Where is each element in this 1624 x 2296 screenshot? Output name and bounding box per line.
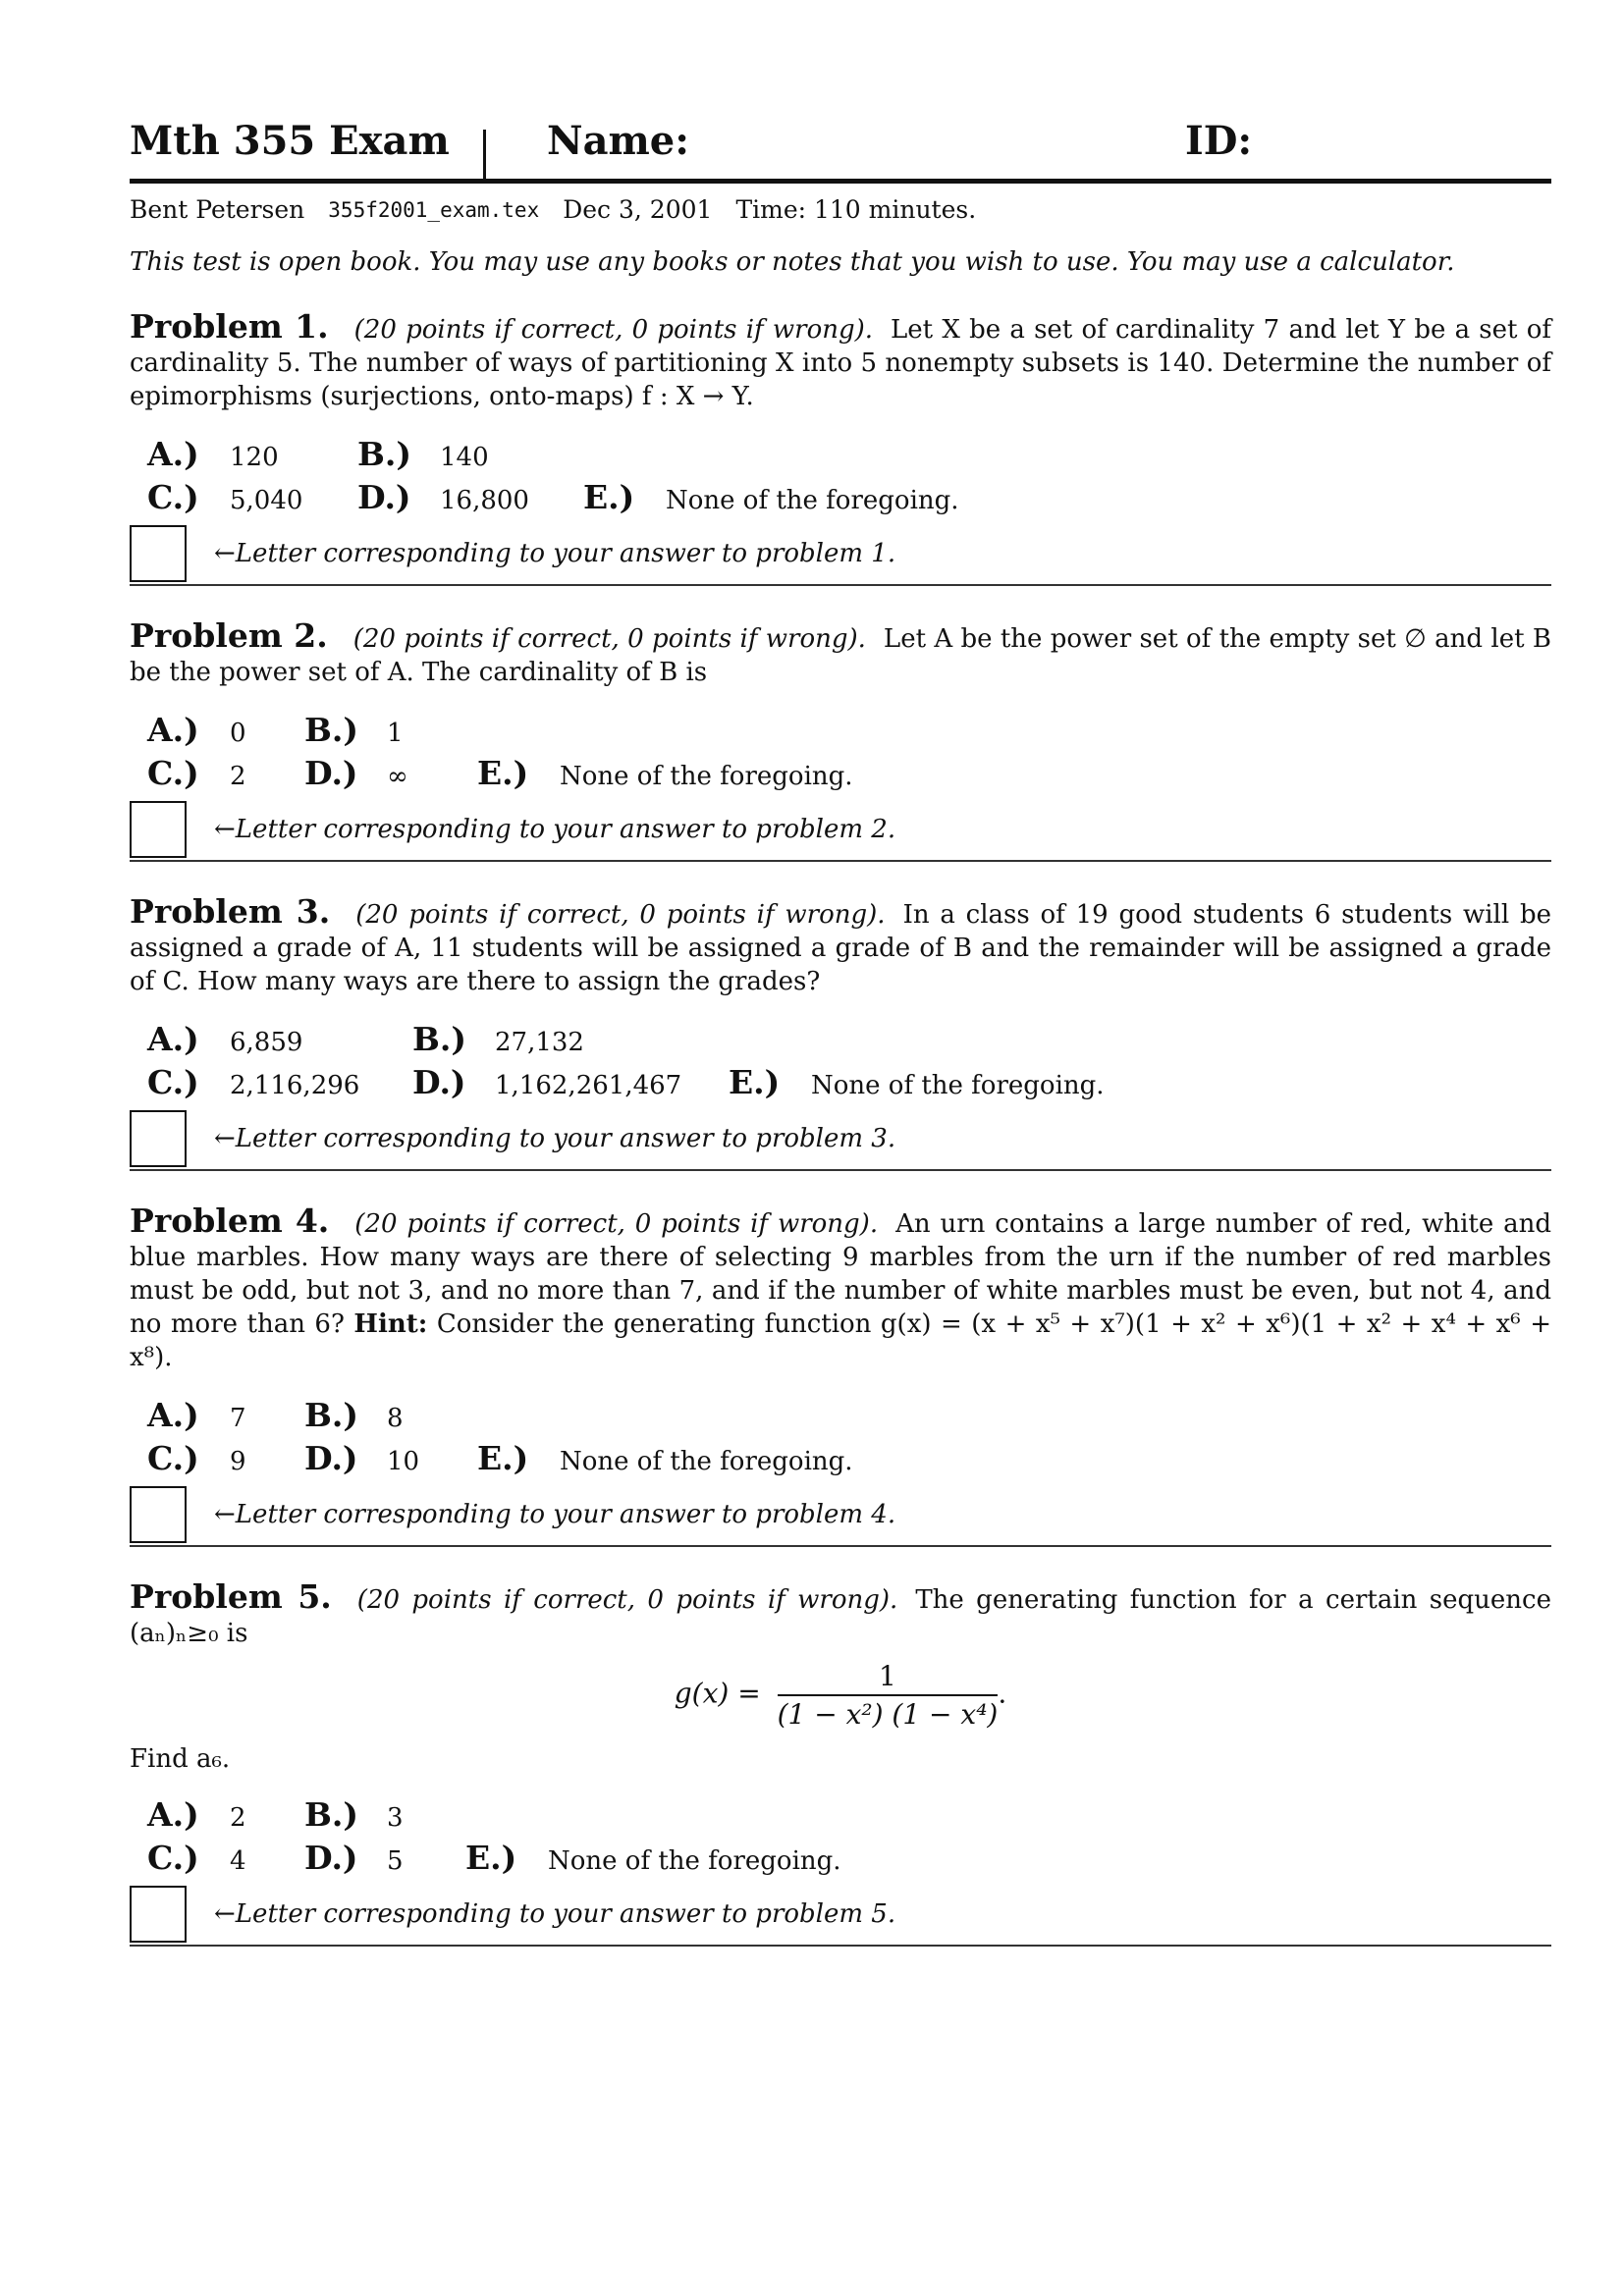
choice-value-e: None of the foregoing. bbox=[811, 1071, 1105, 1100]
problem-1 bbox=[130, 307, 1551, 586]
choice-letter-a: A.) bbox=[147, 1020, 199, 1058]
answer-row bbox=[130, 1108, 1551, 1171]
choices bbox=[147, 1020, 1551, 1106]
choice-letter-e: E.) bbox=[465, 1839, 517, 1877]
find-text: Find a₆. bbox=[130, 1744, 231, 1774]
choices bbox=[147, 1795, 1551, 1882]
problem-statement: Let X be a set of cardinality 7 and let Y be a set of cardinality 5. The number of ways of partitioning X into 5 nonempty subsets is 140. Determine the number of epimorphisms (surjections, onto-maps) f : X → Y. bbox=[130, 315, 1551, 411]
author: Bent Petersen bbox=[130, 195, 305, 224]
answer-note: ←Letter corresponding to your answer to problem 2. bbox=[214, 815, 896, 844]
formula-fraction bbox=[778, 1660, 999, 1731]
choice-value-c: 2 bbox=[230, 762, 246, 791]
choice-letter-e: E.) bbox=[477, 754, 529, 792]
problem-statement: The generating function for a certain sequence (aₙ)ₙ≥₀ is bbox=[130, 1585, 1551, 1648]
choice-value-d: 10 bbox=[387, 1447, 420, 1476]
problem-3 bbox=[130, 892, 1551, 1171]
choice-letter-a: A.) bbox=[147, 711, 199, 749]
hint-label: Hint: bbox=[353, 1309, 428, 1339]
choice-value-a: 0 bbox=[230, 719, 246, 748]
problem-label: Problem 2. bbox=[130, 616, 328, 655]
choice-value-d: 1,162,261,467 bbox=[495, 1071, 682, 1100]
choice-value-c: 4 bbox=[230, 1846, 246, 1876]
choice-value-d: ∞ bbox=[387, 762, 408, 791]
choice-value-c: 2,116,296 bbox=[230, 1071, 360, 1100]
choice-value-e: None of the foregoing. bbox=[560, 762, 853, 791]
choice-value-e: None of the foregoing. bbox=[666, 486, 959, 515]
answer-row bbox=[130, 523, 1551, 586]
problem-label: Problem 4. bbox=[130, 1201, 330, 1240]
exam-header bbox=[130, 118, 1551, 184]
choices bbox=[147, 711, 1551, 797]
answer-box[interactable] bbox=[130, 1886, 187, 1943]
answer-box[interactable] bbox=[130, 801, 187, 858]
points-note: (20 points if correct, 0 points if wrong). bbox=[354, 1209, 879, 1239]
problem-label: Problem 3. bbox=[130, 892, 331, 931]
choice-letter-a: A.) bbox=[147, 435, 199, 473]
choice-value-c: 9 bbox=[230, 1447, 246, 1476]
exam-meta bbox=[130, 195, 1551, 224]
answer-row bbox=[130, 1884, 1551, 1947]
problem-label: Problem 5. bbox=[130, 1577, 332, 1616]
answer-box[interactable] bbox=[130, 1486, 187, 1543]
instructions: This test is open book. You may use any books or notes that you wish to use. You may use a calculator. bbox=[130, 247, 1455, 277]
answer-row bbox=[130, 799, 1551, 862]
choice-letter-d: D.) bbox=[304, 1439, 358, 1477]
choice-letter-a: A.) bbox=[147, 1795, 199, 1834]
choice-value-a: 120 bbox=[230, 443, 279, 472]
answer-note: ←Letter corresponding to your answer to problem 3. bbox=[214, 1124, 896, 1153]
choices bbox=[147, 1396, 1551, 1482]
choice-value-a: 2 bbox=[230, 1803, 246, 1833]
exam-title: Mth 355 Exam bbox=[130, 118, 450, 164]
choice-letter-d: D.) bbox=[357, 478, 411, 516]
choice-value-d: 5 bbox=[387, 1846, 404, 1876]
problem-statement: Let A be the power set of the empty set ∅ and let B be the power set of A. The cardinality of B is bbox=[130, 624, 1551, 687]
time-limit: Time: 110 minutes. bbox=[735, 195, 977, 224]
choice-letter-c: C.) bbox=[147, 1439, 199, 1477]
answer-box[interactable] bbox=[130, 525, 187, 582]
answer-row bbox=[130, 1484, 1551, 1547]
choice-value-b: 1 bbox=[387, 719, 404, 748]
choice-letter-c: C.) bbox=[147, 754, 199, 792]
choice-value-b: 8 bbox=[387, 1404, 404, 1433]
exam-date: Dec 3, 2001 bbox=[563, 195, 713, 224]
choice-value-c: 5,040 bbox=[230, 486, 303, 515]
choice-letter-d: D.) bbox=[304, 754, 358, 792]
choice-value-a: 7 bbox=[230, 1404, 246, 1433]
choice-letter-c: C.) bbox=[147, 478, 199, 516]
name-label: Name: bbox=[547, 118, 690, 164]
choice-value-b: 27,132 bbox=[495, 1028, 584, 1057]
generating-function-formula bbox=[130, 1660, 1551, 1731]
problem-2 bbox=[130, 616, 1551, 862]
problem-statement: In a class of 19 good students 6 students will be assigned a grade of A, 11 students will be assigned a grade of B and the remainder will be assigned a grade of C. How many ways are there to assign the grades? bbox=[130, 900, 1551, 996]
hint-text: Consider the generating function g(x) = (x + x⁵ + x⁷)(1 + x² + x⁶)(1 + x² + x⁴ + x⁶ + x⁸). bbox=[130, 1309, 1551, 1372]
choice-letter-c: C.) bbox=[147, 1839, 199, 1877]
exam-page bbox=[130, 118, 1551, 1947]
file-name: 355f2001_exam.tex bbox=[328, 198, 540, 222]
problem-5 bbox=[130, 1577, 1551, 1947]
points-note: (20 points if correct, 0 points if wrong). bbox=[356, 1585, 898, 1615]
problem-statement: An urn contains a large number of red, white and blue marbles. How many ways are there of selecting 9 marbles from the urn if the number of red marbles must be odd, but not 3, and no more than 7, and if the number of white marbles must be even, but not 4, and no more than 6? bbox=[130, 1209, 1551, 1339]
choice-letter-d: D.) bbox=[412, 1063, 466, 1101]
answer-box[interactable] bbox=[130, 1110, 187, 1167]
answer-note: ←Letter corresponding to your answer to problem 5. bbox=[214, 1899, 896, 1929]
problem-label: Problem 1. bbox=[130, 307, 329, 346]
choice-value-b: 140 bbox=[440, 443, 489, 472]
choice-letter-b: B.) bbox=[412, 1020, 466, 1058]
choice-letter-b: B.) bbox=[304, 1795, 358, 1834]
id-label: ID: bbox=[1185, 118, 1253, 164]
header-divider bbox=[483, 130, 486, 179]
choice-letter-d: D.) bbox=[304, 1839, 358, 1877]
points-note: (20 points if correct, 0 points if wrong). bbox=[355, 900, 886, 930]
choice-letter-a: A.) bbox=[147, 1396, 199, 1434]
formula-trail: . bbox=[998, 1677, 1007, 1710]
choice-letter-b: B.) bbox=[357, 435, 411, 473]
choice-letter-c: C.) bbox=[147, 1063, 199, 1101]
answer-note: ←Letter corresponding to your answer to problem 1. bbox=[214, 539, 896, 568]
choice-value-a: 6,859 bbox=[230, 1028, 303, 1057]
points-note: (20 points if correct, 0 points if wrong). bbox=[352, 624, 866, 654]
choice-value-e: None of the foregoing. bbox=[548, 1846, 841, 1876]
formula-denominator: (1 − x²) (1 − x⁴) bbox=[777, 1698, 999, 1731]
choices bbox=[147, 435, 1551, 521]
choice-value-e: None of the foregoing. bbox=[560, 1447, 853, 1476]
answer-note: ←Letter corresponding to your answer to problem 4. bbox=[214, 1500, 896, 1529]
choice-letter-b: B.) bbox=[304, 1396, 358, 1434]
points-note: (20 points if correct, 0 points if wrong). bbox=[353, 315, 874, 345]
choice-letter-e: E.) bbox=[583, 478, 635, 516]
problem-4 bbox=[130, 1201, 1551, 1547]
choice-value-d: 16,800 bbox=[440, 486, 529, 515]
choice-letter-e: E.) bbox=[729, 1063, 781, 1101]
formula-numerator: 1 bbox=[778, 1660, 999, 1696]
formula-lhs: g(x) = bbox=[674, 1677, 761, 1710]
choice-value-b: 3 bbox=[387, 1803, 404, 1833]
choice-letter-b: B.) bbox=[304, 711, 358, 749]
choice-letter-e: E.) bbox=[477, 1439, 529, 1477]
